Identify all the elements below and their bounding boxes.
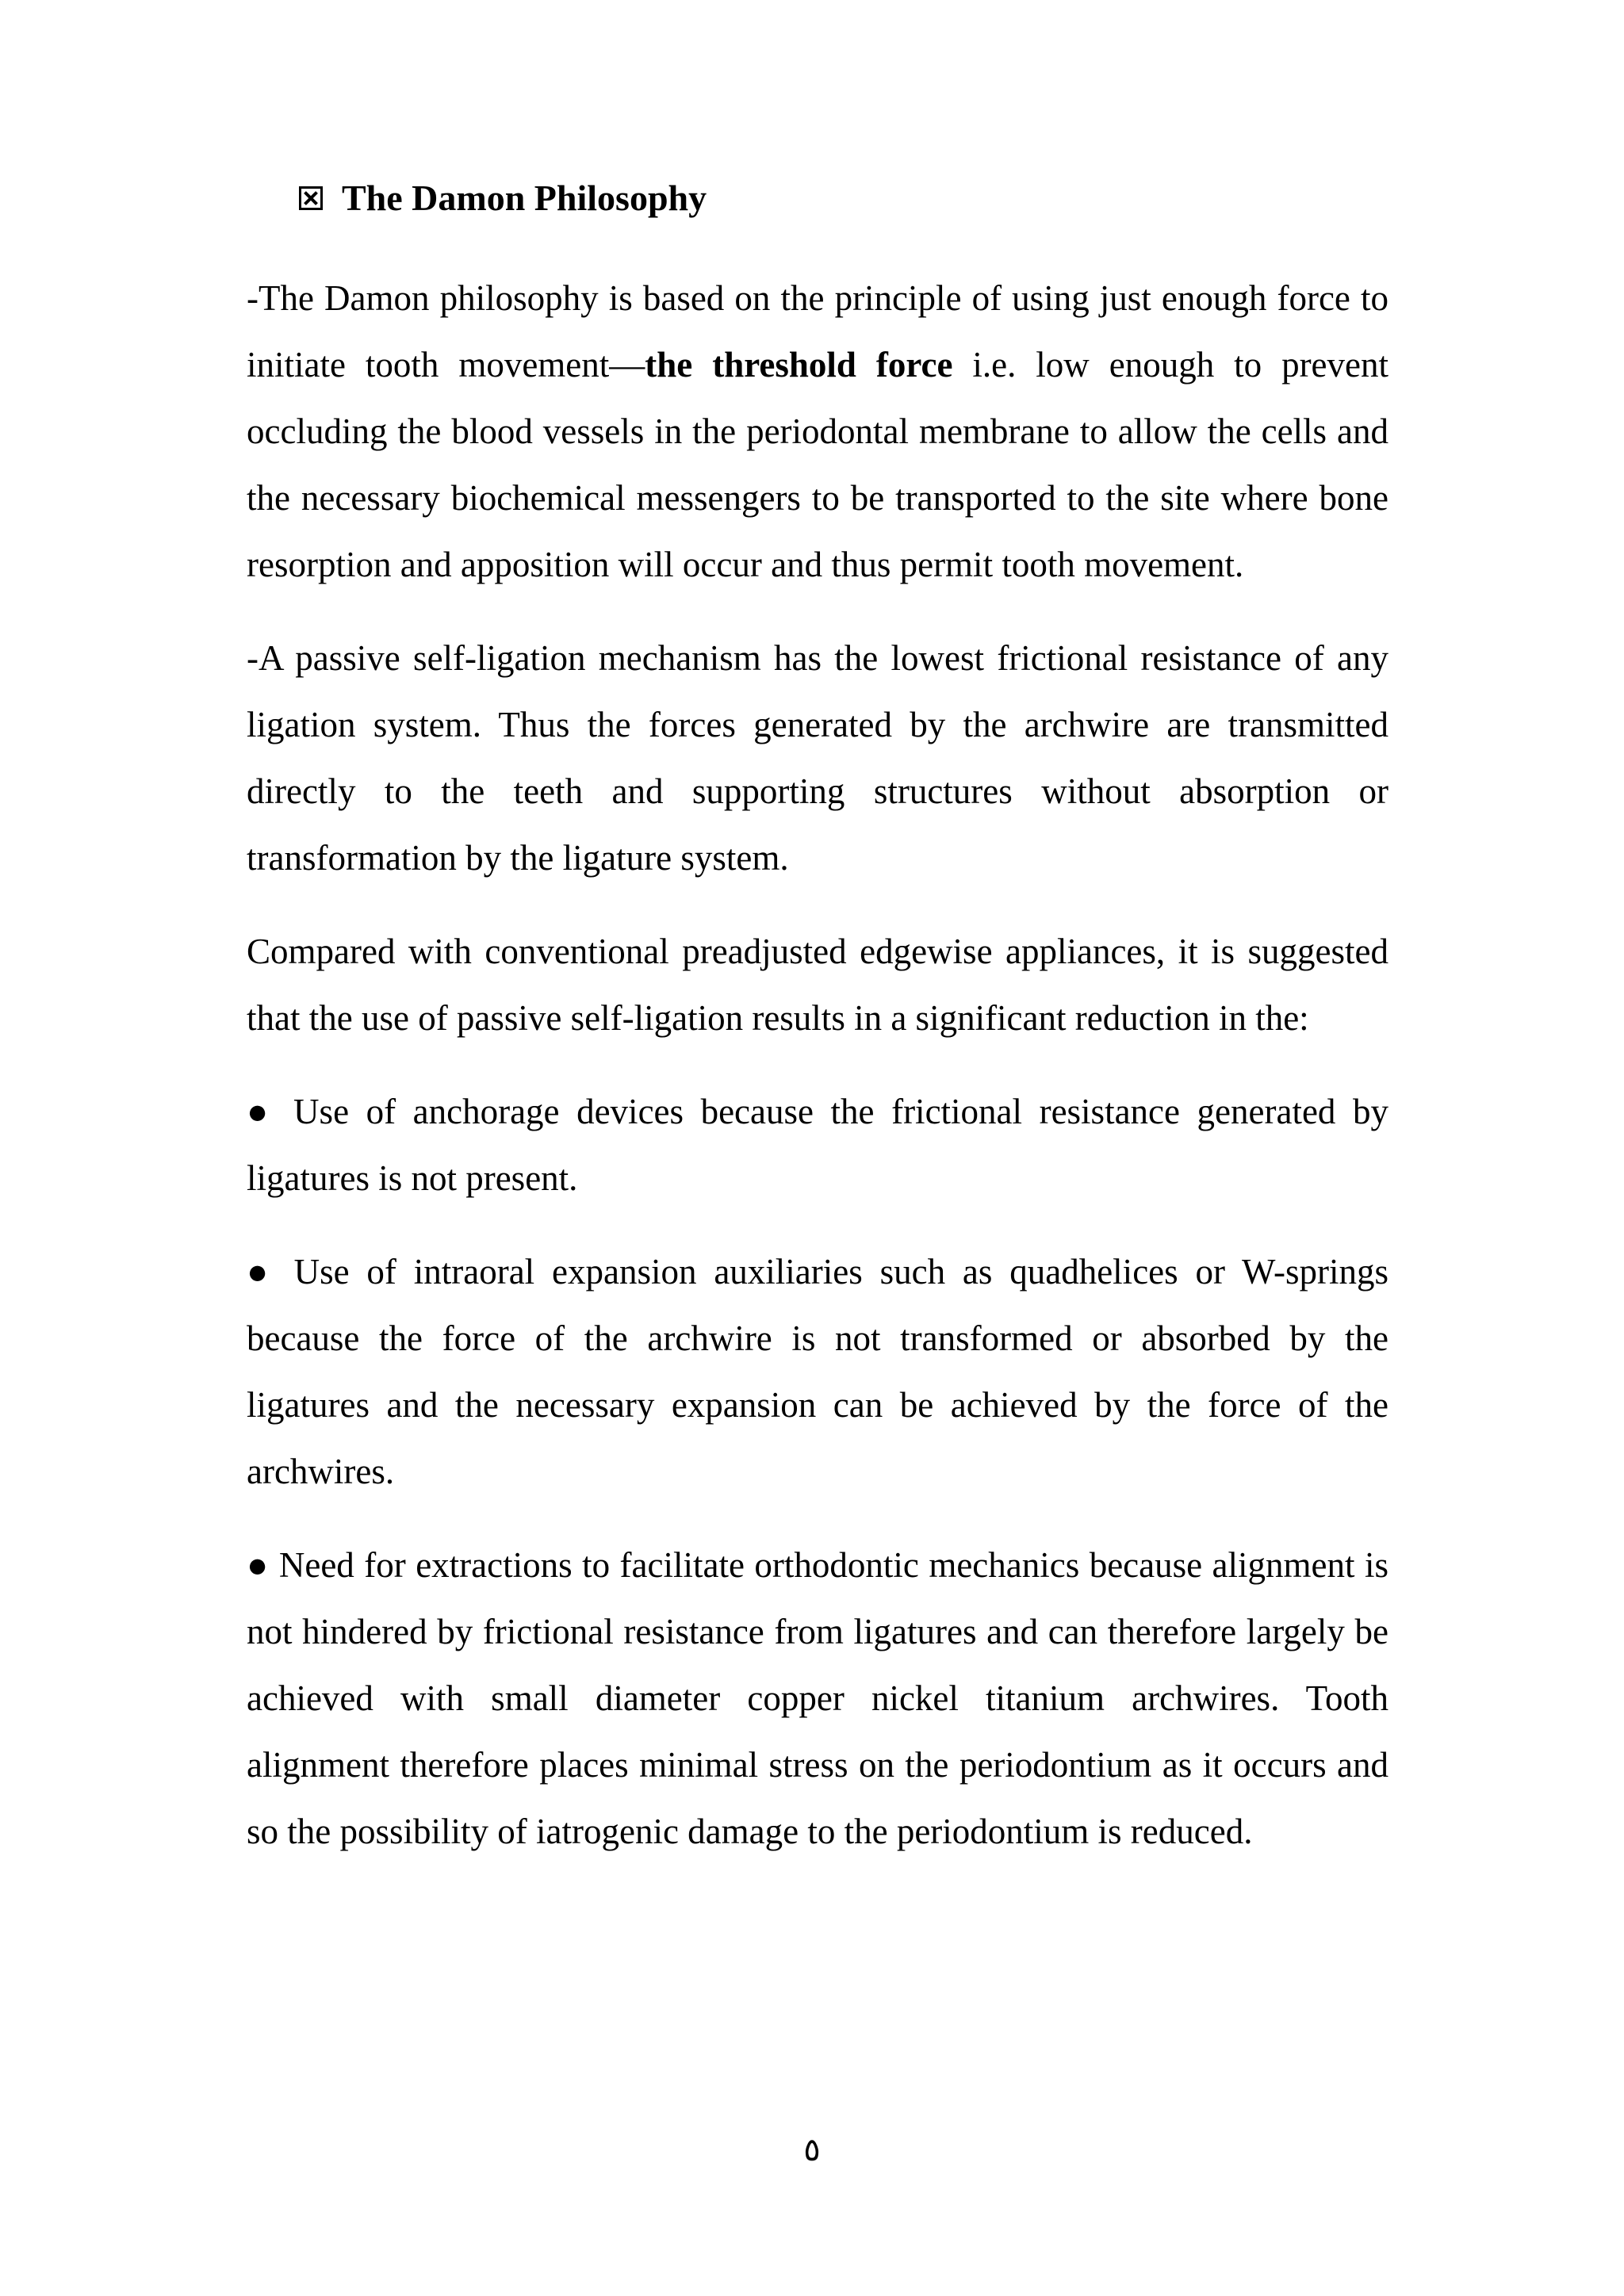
document-body [247, 265, 1388, 1865]
paragraph-comparison: Compared with conventional preadjusted edgewise appliances, it is suggested that the use of passive self-ligation results in a significant reduction in the: [247, 932, 1388, 1038]
bullet-anchorage-devices: ● Use of anchorage devices because the frictional resistance generated by ligatures is not present. [247, 1092, 1388, 1198]
bullet-extractions: ● Need for extractions to facilitate orthodontic mechanics because alignment is not hindered by frictional resistance from ligatures and can therefore largely be achieved with small diameter copper nickel titanium archwires. Tooth alignment therefore places minimal stress on the periodontium as it occurs and so the possibility of iatrogenic damage to the periodontium is reduced. [247, 1545, 1388, 1851]
paragraph-threshold-force [247, 265, 1388, 598]
section-heading [299, 174, 707, 222]
checkbox-crossed-icon [299, 186, 323, 210]
section-title: The Damon Philosophy [342, 178, 707, 218]
bold-term: the threshold force [645, 345, 953, 385]
bullet-expansion-auxiliaries: ● Use of intraoral expansion auxiliaries such as quadhelices or W-springs because the force of the archwire is not transformed or absorbed by the ligatures and the necessary expansion can be achieved by the force of the archwires. [247, 1252, 1388, 1491]
paragraph-passive-self-ligation: -A passive self-ligation mechanism has the lowest frictional resistance of any ligation system. Thus the forces generated by the archwire are transmitted directly to the teeth and supporting structures without absorption or transformation by the ligature system. [247, 638, 1388, 878]
page-number: ٥ [803, 2132, 821, 2168]
paragraph-text: -The Damon philosophy is based on the principle of using just enough force to initiate tooth movement— [247, 278, 1388, 385]
paragraph-text: i.e. low enough to prevent occluding the blood vessels in the periodontal membrane to allow the cells and the necessary biochemical messengers to be transported to the site where bone resorption and apposition will occur and thus permit tooth movement. [247, 345, 1388, 584]
